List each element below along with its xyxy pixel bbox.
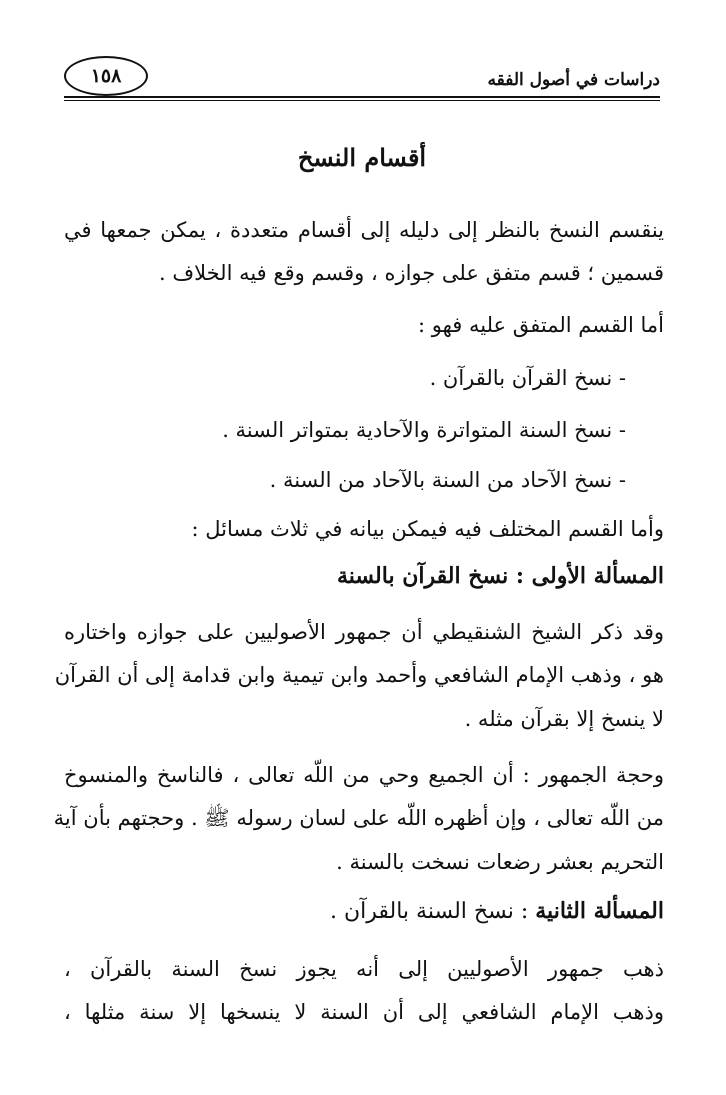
- running-header: [64, 52, 660, 100]
- issue-1-para-2-line: التحريم بعشر رضعات نسخت بالسنة .: [336, 850, 664, 874]
- list-item: - نسخ الآحاد من السنة بالآحاد من السنة .: [269, 468, 626, 492]
- header-rule-thin: [64, 100, 660, 101]
- issue-1-para-1-line: هو ، وذهب الإمام الشافعي وأحمد وابن تيمية وابن قدامة إلى أن القرآن: [54, 663, 664, 687]
- page-number: ١٥٨: [64, 56, 148, 96]
- issue-1-para-2-line: وحجة الجمهور : أن الجميع وحي من اللّه تعالى ، فالناسخ والمنسوخ: [64, 763, 664, 787]
- agreed-intro: أما القسم المتفق عليه فهو :: [418, 313, 664, 337]
- issue-1-para-1-line: لا ينسخ إلا بقرآن مثله .: [464, 707, 664, 731]
- issue-1-para-2-line: من اللّه تعالى ، وإن أظهره اللّه على لسان رسوله ﷺ . وحجتهم بأن آية: [53, 806, 664, 830]
- issue-1-heading: المسألة الأولى : نسخ القرآن بالسنة: [337, 563, 664, 589]
- book-title: دراسات في أصول الفقه: [487, 70, 660, 90]
- intro-line-2: قسمين ؛ قسم متفق على جوازه ، وقسم وقع فيه الخلاف .: [158, 261, 664, 285]
- list-item: - نسخ القرآن بالقرآن .: [429, 366, 626, 390]
- header-rule-thick: [64, 96, 660, 98]
- issue-2-para-line: وذهب الإمام الشافعي إلى أن السنة لا ينسخها إلا سنة مثلها ،: [64, 1000, 664, 1024]
- issue-1-para-1-line: وقد ذكر الشيخ الشنقيطي أن جمهور الأصوليين على جوازه واختاره: [64, 620, 664, 644]
- intro-line-1: ينقسم النسخ بالنظر إلى دليله إلى أقسام متعددة ، يمكن جمعها في: [64, 218, 664, 242]
- issue-2-heading: [330, 898, 664, 924]
- issue-2-heading-bold: المسألة الثانية: [535, 898, 664, 924]
- section-title: أقسام النسخ: [297, 143, 427, 172]
- disputed-intro: وأما القسم المختلف فيه فيمكن بيانه في ثلاث مسائل :: [191, 517, 664, 541]
- issue-2-heading-rest: : نسخ السنة بالقرآن .: [330, 899, 536, 924]
- list-item: - نسخ السنة المتواترة والآحادية بمتواتر السنة .: [222, 418, 626, 442]
- issue-2-para-line: ذهب جمهور الأصوليين إلى أنه يجوز نسخ السنة بالقرآن ،: [64, 957, 664, 981]
